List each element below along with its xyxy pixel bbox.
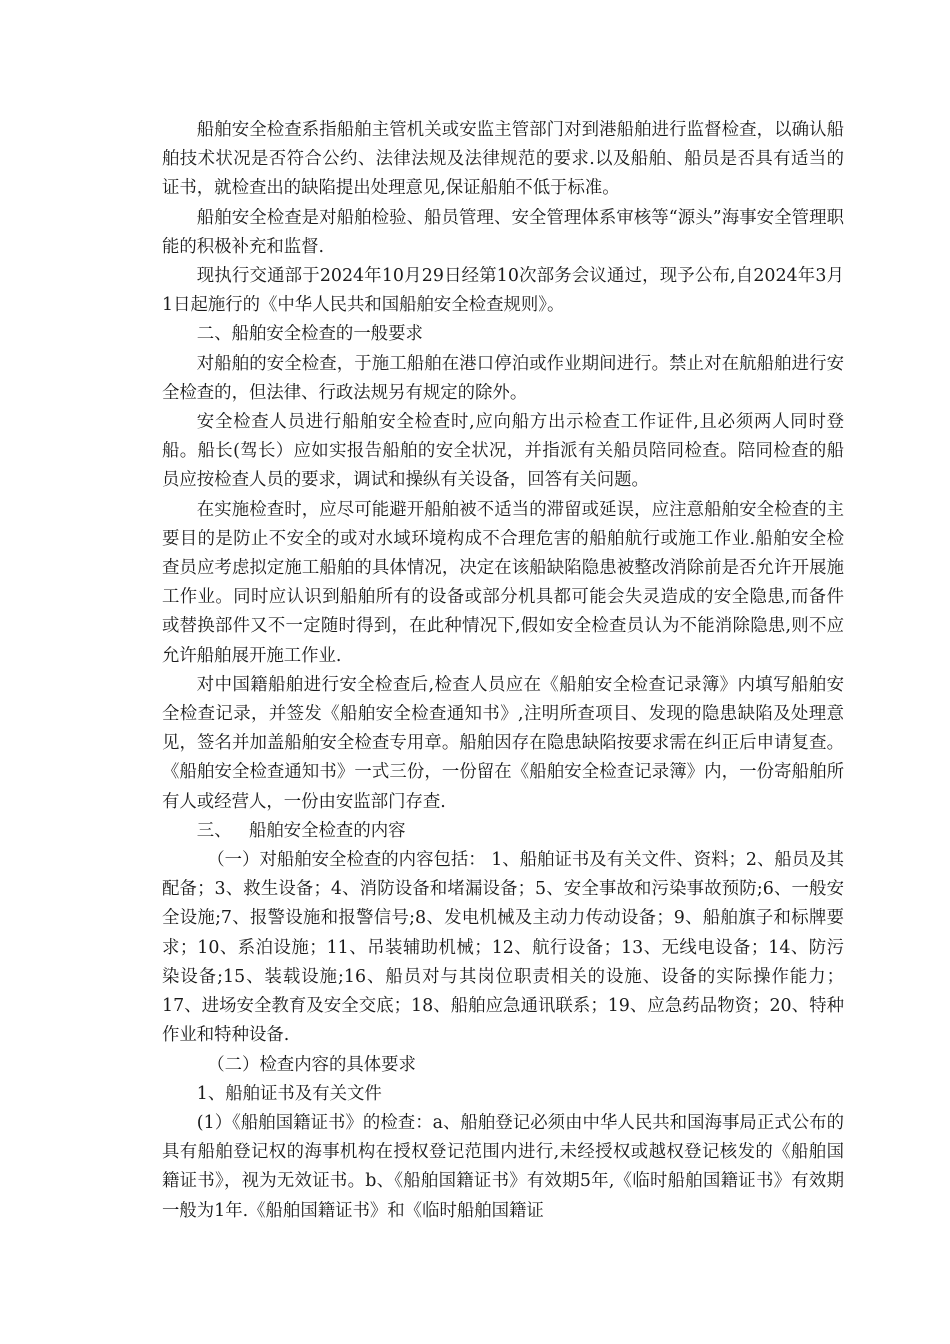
paragraph-regulation: 现执行交通部于2024年10月29日经第10次部务会议通过，现予公布,自2024年3月1日起施行的《中华人民共和国船舶安全检查规则》。 — [162, 266, 844, 316]
section-heading-inspection-content: 三、 船舶安全检查的内容 — [196, 820, 406, 841]
document-page — [162, 116, 844, 1226]
paragraph-supplement: 船舶安全检查是对船舶检验、船员管理、安全管理体系审核等“源头”海事安全管理职能的积极补充和监督. — [162, 207, 844, 257]
paragraph-inspection-records: 对中国籍船舶进行安全检查后,检查人员应在《船舶安全检查记录簿》内填写船舶安全检查记录，并签发《船舶安全检查通知书》,注明所查项目、发现的隐患缺陷及处理意见，签名并加盖船舶安全检查专用章。船舶因存在隐患缺陷按要求需在纠正后申请复查。《船舶安全检查通知书》一式三份，一份留在《船舶安全检查记录簿》内，一份寄船舶所有人或经营人，一份由安监部门存查. — [162, 674, 844, 812]
subsection-heading-specific-requirements: （二）检查内容的具体要求 — [207, 1054, 416, 1075]
paragraph-inspection-timing: 对船舶的安全检查，于施工船舶在港口停泊或作业期间进行。禁止对在航船舶进行安全检查的，但法律、行政法规另有规定的除外。 — [162, 353, 844, 403]
paragraph-nationality-certificate: (1）《船舶国籍证书》的检查：a、船舶登记必须由中华人民共和国海事局正式公布的具有船舶登记权的海事机构在授权登记范围内进行,未经授权或越权登记核发的《船舶国籍证书》，视为无效证书。b、《船舶国籍证书》有效期5年,《临时船舶国籍证书》有效期一般为1年.《船舶国籍证书》和《临时船舶国籍证 — [162, 1112, 844, 1221]
paragraph-inspector-boarding: 安全检查人员进行船舶安全检查时,应向船方出示检查工作证件,且必须两人同时登船。船长(驾长）应如实报告船舶的安全状况，并指派有关船员陪同检查。陪同检查的船员应按检查人员的要求，调试和操纵有关设备，回答有关问题。 — [162, 412, 844, 491]
subsection-heading-certificates: 1、船舶证书及有关文件 — [196, 1083, 382, 1104]
section-heading-general-requirements: 二、船舶安全检查的一般要求 — [196, 324, 423, 345]
paragraph-avoid-detention: 在实施检查时，应尽可能避开船舶被不适当的滞留或延误，应注意船舶安全检查的主要目的是防止不安全的或对水域环境构成不合理危害的船舶航行或施工作业.船舶安全检查员应考虑拟定施工船舶的具体情况，决定在该船缺陷隐患被整改消除前是否允许开展施工作业。同时应认识到船舶所有的设备或部分机具都可能会失灵造成的安全隐患,而备件或替换部件又不一定随时得到，在此种情况下,假如安全检查员认为不能消除隐患,则不应允许船舶展开施工作业. — [162, 499, 844, 666]
paragraph-definition: 船舶安全检查系指船舶主管机关或安监主管部门对到港船舶进行监督检查，以确认船舶技术状况是否符合公约、法律法规及法律规范的要求.以及船舶、船员是否具有适当的证书，就检查出的缺陷提出处理意见,保证船舶不低于标准。 — [162, 120, 844, 199]
paragraph-content-list: （一）对船舶安全检查的内容包括： 1、船舶证书及有关文件、资料；2、船员及其配备；3、救生设备；4、消防设备和堵漏设备；5、安全事故和污染事故预防;6、一般安全设施;7、报警设施和报警信号;8、发电机械及主动力传动设备；9、船舶旗子和标牌要求；10、系泊设施；11、吊装辅助机械；12、航行设备；13、无线电设备；14、防污染设备;15、装载设施;16、船员对与其岗位职责相关的设施、设备的实际操作能力；17、进场安全教育及安全交底；18、船舶应急通讯联系；19、应急药品物资；20、特种作业和特种设备. — [162, 850, 844, 1046]
